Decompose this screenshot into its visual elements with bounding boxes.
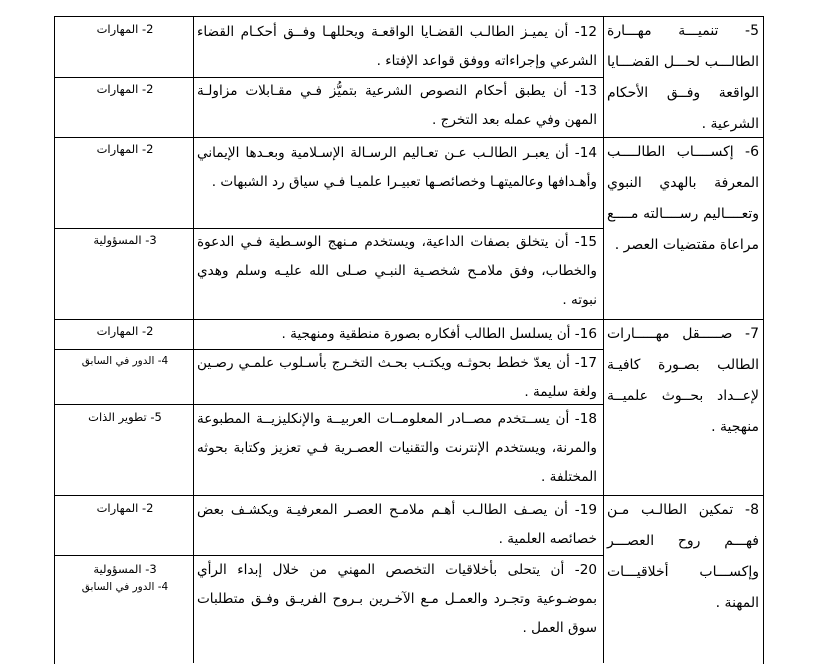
skill-cell — [57, 81, 193, 97]
objective-13: 13- أن يطبق أحكام النصوص الشرعية بتميُّز فـي مقـابلات مزاولـة المهن وفي عمله بعد التخرج . — [197, 83, 597, 128]
skill-label: 3- المسؤولية — [93, 233, 157, 247]
column-divider-goals — [603, 17, 604, 663]
skill-label: 2- المهارات — [96, 142, 154, 156]
objective-16: 16- أن يسلسل الطالب أفكاره بصورة منطقية ومنهجية . — [281, 326, 597, 342]
column-divider-skills — [193, 17, 194, 663]
skill-cell — [57, 409, 193, 425]
goal-7: 7- صـــــقل مهـــــارات الطالب بصـورة كافيـة لإعــداد بحــوث علميــة منهجية . — [607, 326, 759, 435]
skill-label: 5- تطوير الذات — [88, 410, 162, 424]
skill-label: 3- المسؤولية — [93, 562, 157, 576]
objective-19: 19- أن يصـف الطالـب أهـم ملامـح العصـر المعرفيـة ويكشـف بعض خصائصه العلمية . — [197, 502, 597, 547]
skill-label: 2- المهارات — [96, 82, 154, 96]
skill-cell — [57, 323, 193, 339]
goal-5: 5- تنميـــة مهـــارة الطالـــب لحـــل القضـــايا الواقعة وفــق الأحكام الشرعية . — [607, 23, 759, 132]
skill-cell — [57, 21, 193, 37]
goal-8: 8- تمكين الطالـب مـن فهـــم روح العصـــر وإكســـاب أخلاقيـــات المهنة . — [607, 502, 759, 611]
skill-cell — [57, 353, 193, 369]
objective-18: 18- أن يســتخدم مصــادر المعلومــات العربيــة والإنكليزيــة المطبوعة والمرنة، ويستخدم الإنترنت والتقنيات العصـرية فـي تعزيز وكتابة بحوثه المختلفة . — [197, 411, 597, 485]
goal-6: 6- إكســــاب الطالــــب المعرفة بالهدي النبوي وتعــــاليم رســــالته مــــع مراعاة مقتضيات العصر . — [607, 144, 759, 253]
skill-cell — [57, 500, 193, 516]
objective-15: 15- أن يتخلق بصفات الداعية، ويستخدم مـنهج الوسـطية فـي الدعوة والخطاب، وفق ملامـح شخصـية النبـي صـلى الله عليـه وسلم وهدي نبوته . — [197, 234, 597, 308]
objective-14: 14- أن يعبـر الطالـب عـن تعـاليم الرسـالة الإسـلامية وبعـدها الإيماني وأهـدافها وعالميتهـا وخصائصـها تعبيـرا علميـا فـي سياق رد الشبهات . — [197, 145, 597, 190]
outcomes-table — [54, 16, 764, 664]
skill-label: 4- الدور في السابق — [81, 581, 169, 593]
objective-17: 17- أن يعدّ خطط بحوثـه ويكتـب بحـث التخـرج بأسـلوب علمـي رصـين ولغة سليمة . — [197, 355, 597, 400]
skill-cell — [57, 232, 193, 248]
skill-label: 2- المهارات — [96, 22, 154, 36]
objective-20: 20- أن يتحلى بأخلاقيات التخصص المهني من خلال إبداء الرأي بموضـوعية وتجـرد والعمـل مـع الآخـرين بـروح الفريـق وفـق متطلبات سوق العمل . — [197, 562, 597, 636]
skill-label: 2- المهارات — [96, 501, 154, 515]
skill-label: 4- الدور في السابق — [81, 355, 169, 367]
skill-cell — [57, 141, 193, 157]
skill-label: 2- المهارات — [96, 324, 154, 338]
objective-12: 12- أن يميـز الطالـب القضـايا الواقعـة ويحللهـا وفــق أحكـام القضاء الشرعي وإجراءاته ووفق قواعد الإفتاء . — [197, 24, 597, 69]
skill-cell — [57, 561, 193, 595]
